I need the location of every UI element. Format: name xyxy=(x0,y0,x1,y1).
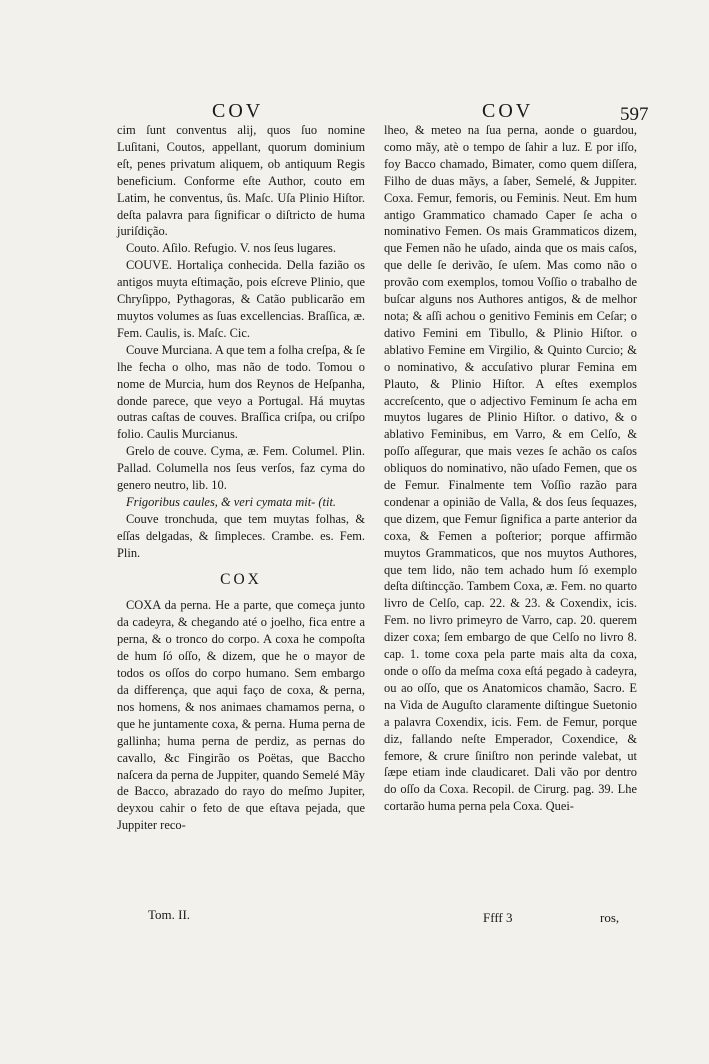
page-number: 597 xyxy=(620,104,649,125)
signature-mark: Ffff 3 xyxy=(483,910,513,925)
running-header-left: COV xyxy=(212,100,264,122)
paragraph-couve-tronchuda: Couve tronchuda, que tem muytas folhas, & eſſas delgadas, & ſimpleces. Crambe. es. Fem. Plin. xyxy=(117,511,365,560)
right-column xyxy=(384,122,637,815)
volume-label: Tom. II. xyxy=(148,907,191,922)
section-heading-cox: COX xyxy=(220,570,262,588)
paragraph-grelo: Grelo de couve. Cyma, æ. Fem. Columel. Plin. Pallad. Columella nos ſeus verſos, faz cyma do genero neutro, lib. 10. xyxy=(117,444,365,493)
left-column xyxy=(117,122,365,834)
paragraph-coxa-continued: lheo, & meteo na ſua perna, aonde o guardou, como mãy, atè o tempo de ſahir a luz. E por iſſo, foy Bacco chamado, Bimater, como quem diſſera, Filho de duas mãys, a ſaber, Semelé, & Juppiter. Coxa. Femur, femoris, ou Feminis. Neut. Em hum antigo Grammatico chamado Caper ſe acha o nominativo Femen. Os mais Grammaticos dizem, que Femen não he uſado, ainda que os mais caſos, que delle ſe derivão, ſe uſem. Mas como não o provão com exemplos, tomou Voſſio o trabalho de buſcar alguns nos Authores antigos, & de melhor nota; & aſſi achou o genitivo Feminis em Ceſar; o dativo Femini em Tibullo, & Plinio Hiſtor. o ablativo Femine em Virgilio, & Quinto Curcio; & o nominativo, & accuſativo plurar Femina em Plauto, & Plinio Hiſtor. A eſtes exemplos accreſcento, que o adjectivo Feminum ſe acha em muytos lugares de Plinio Hiſtor. o dativo, & o ablativo Feminibus, em Varro, & em Celſo, & poſſo aſſegurar, que mais vezes ſe achão os caſos obliquos do nominativo, não uſado Femen, que os de Femur. Finalmente tem Voſſio razão para condenar a opinião de Valla, & dos ſeus ſequazes, que dizem, que Femur ſignifica a parte anterior da coxa, & Femen a poſterior; porque affirmão muytos Grammaticos, que nos muytos Authores, que tem lido, não tem achado hum ſó exemplo deſta diſtincção. Tambem Coxa, æ. Fem. no quarto livro de Celſo, cap. 22. & 23. & Coxendix, icis. Fem. no livro primeyro de Varro, cap. 20. querem dizer coxa; ſem embargo de que Celſo no livro 8. cap. 1. tome coxa pela parte mais alta da coxa, onde o oſſo da meſma coxa eſtá pegado à cadeyra, ou ao oſſo, que os Anatomicos chamão, Sacro. E na Vida de Auguſto claramente diſtingue Suetonio a palavra Coxendix, icis. Fem. de Femur, porque diz, fallando neſte Emperador, Coxendice, & femore, & crure ſiniſtro non perinde valebat, ut ſæpe etiam inde claudicaret. Dali vão por dentro do oſſo da Coxa. Recopil. de Cirurg. pag. 39. Lhe cortarão huma perna pela Coxa. Quei- xyxy=(384,123,637,814)
paragraph-couve: COUVE. Hortaliça conhecida. Della fazião os antigos muyta eſtimação, pois eſcreve Plinio, que Chryſippo, Pythagoras, & Catão publicarão em muytos volumes as ſuas excellencias. Braſſica, æ. Fem. Caulis, is. Maſc. Cic. xyxy=(117,258,365,340)
paragraph-couto: Couto. Aſilo. Refugio. V. nos ſeus lugares. xyxy=(126,241,336,256)
catchword: ros, xyxy=(600,910,620,925)
paragraph-couve-murciana: Couve Murciana. A que tem a folha creſpa, & ſe lhe fecha o olho, mas não de todo. Tomou o nome de Murcia, hum dos Reynos de Heſpanha, donde parece, que veyo a Portugal. Há muytas outras caſtas de couves. Braſſica criſpa, ou criſpo folio. Caulis Murcianus. xyxy=(117,342,365,442)
running-header-right: COV xyxy=(482,100,534,122)
verse-quote: Frigoribus caules, & veri cymata mit- (tit. xyxy=(126,494,337,509)
paragraph-coxa: COXA da perna. He a parte, que começa junto da cadeyra, & chegando até o joelho, fica entre a perna, & o tronco do corpo. A coxa he compoſta de hum ſó oſſo, & dizem, que he o mayor de todos os oſſos do corpo humano. Sem embargo da differença, que aqui faço de coxa, & perna, nos homens, & nos animaes chamamos perna, o que he juntamente coxa, & perna. Huma perna de gallinha; huma perna de perdiz, as pernas do cavallo, &c Fingirão os Poëtas, que Baccho naſcera da perna de Juppiter, quando Semelé Mãy de Bacco, abrazado do rayo do meſmo Jupiter, deyxou cahir o feto de que eſtava pejada, que Juppiter reco- xyxy=(117,598,365,833)
paragraph-conventus: cim ſunt conventus alij, quos ſuo nomine Luſitani, Coutos, appellant, quorum dominium eſt, penes privatum aliquem, ob antiquum Regis beneficium. Conforme eſte Author, couto em Latim, he conventus, ûs. Maſc. Uſa Plinio Hiſtor. deſta palavra para ſignificar o diſtricto de huma juriſdição. xyxy=(117,123,365,239)
